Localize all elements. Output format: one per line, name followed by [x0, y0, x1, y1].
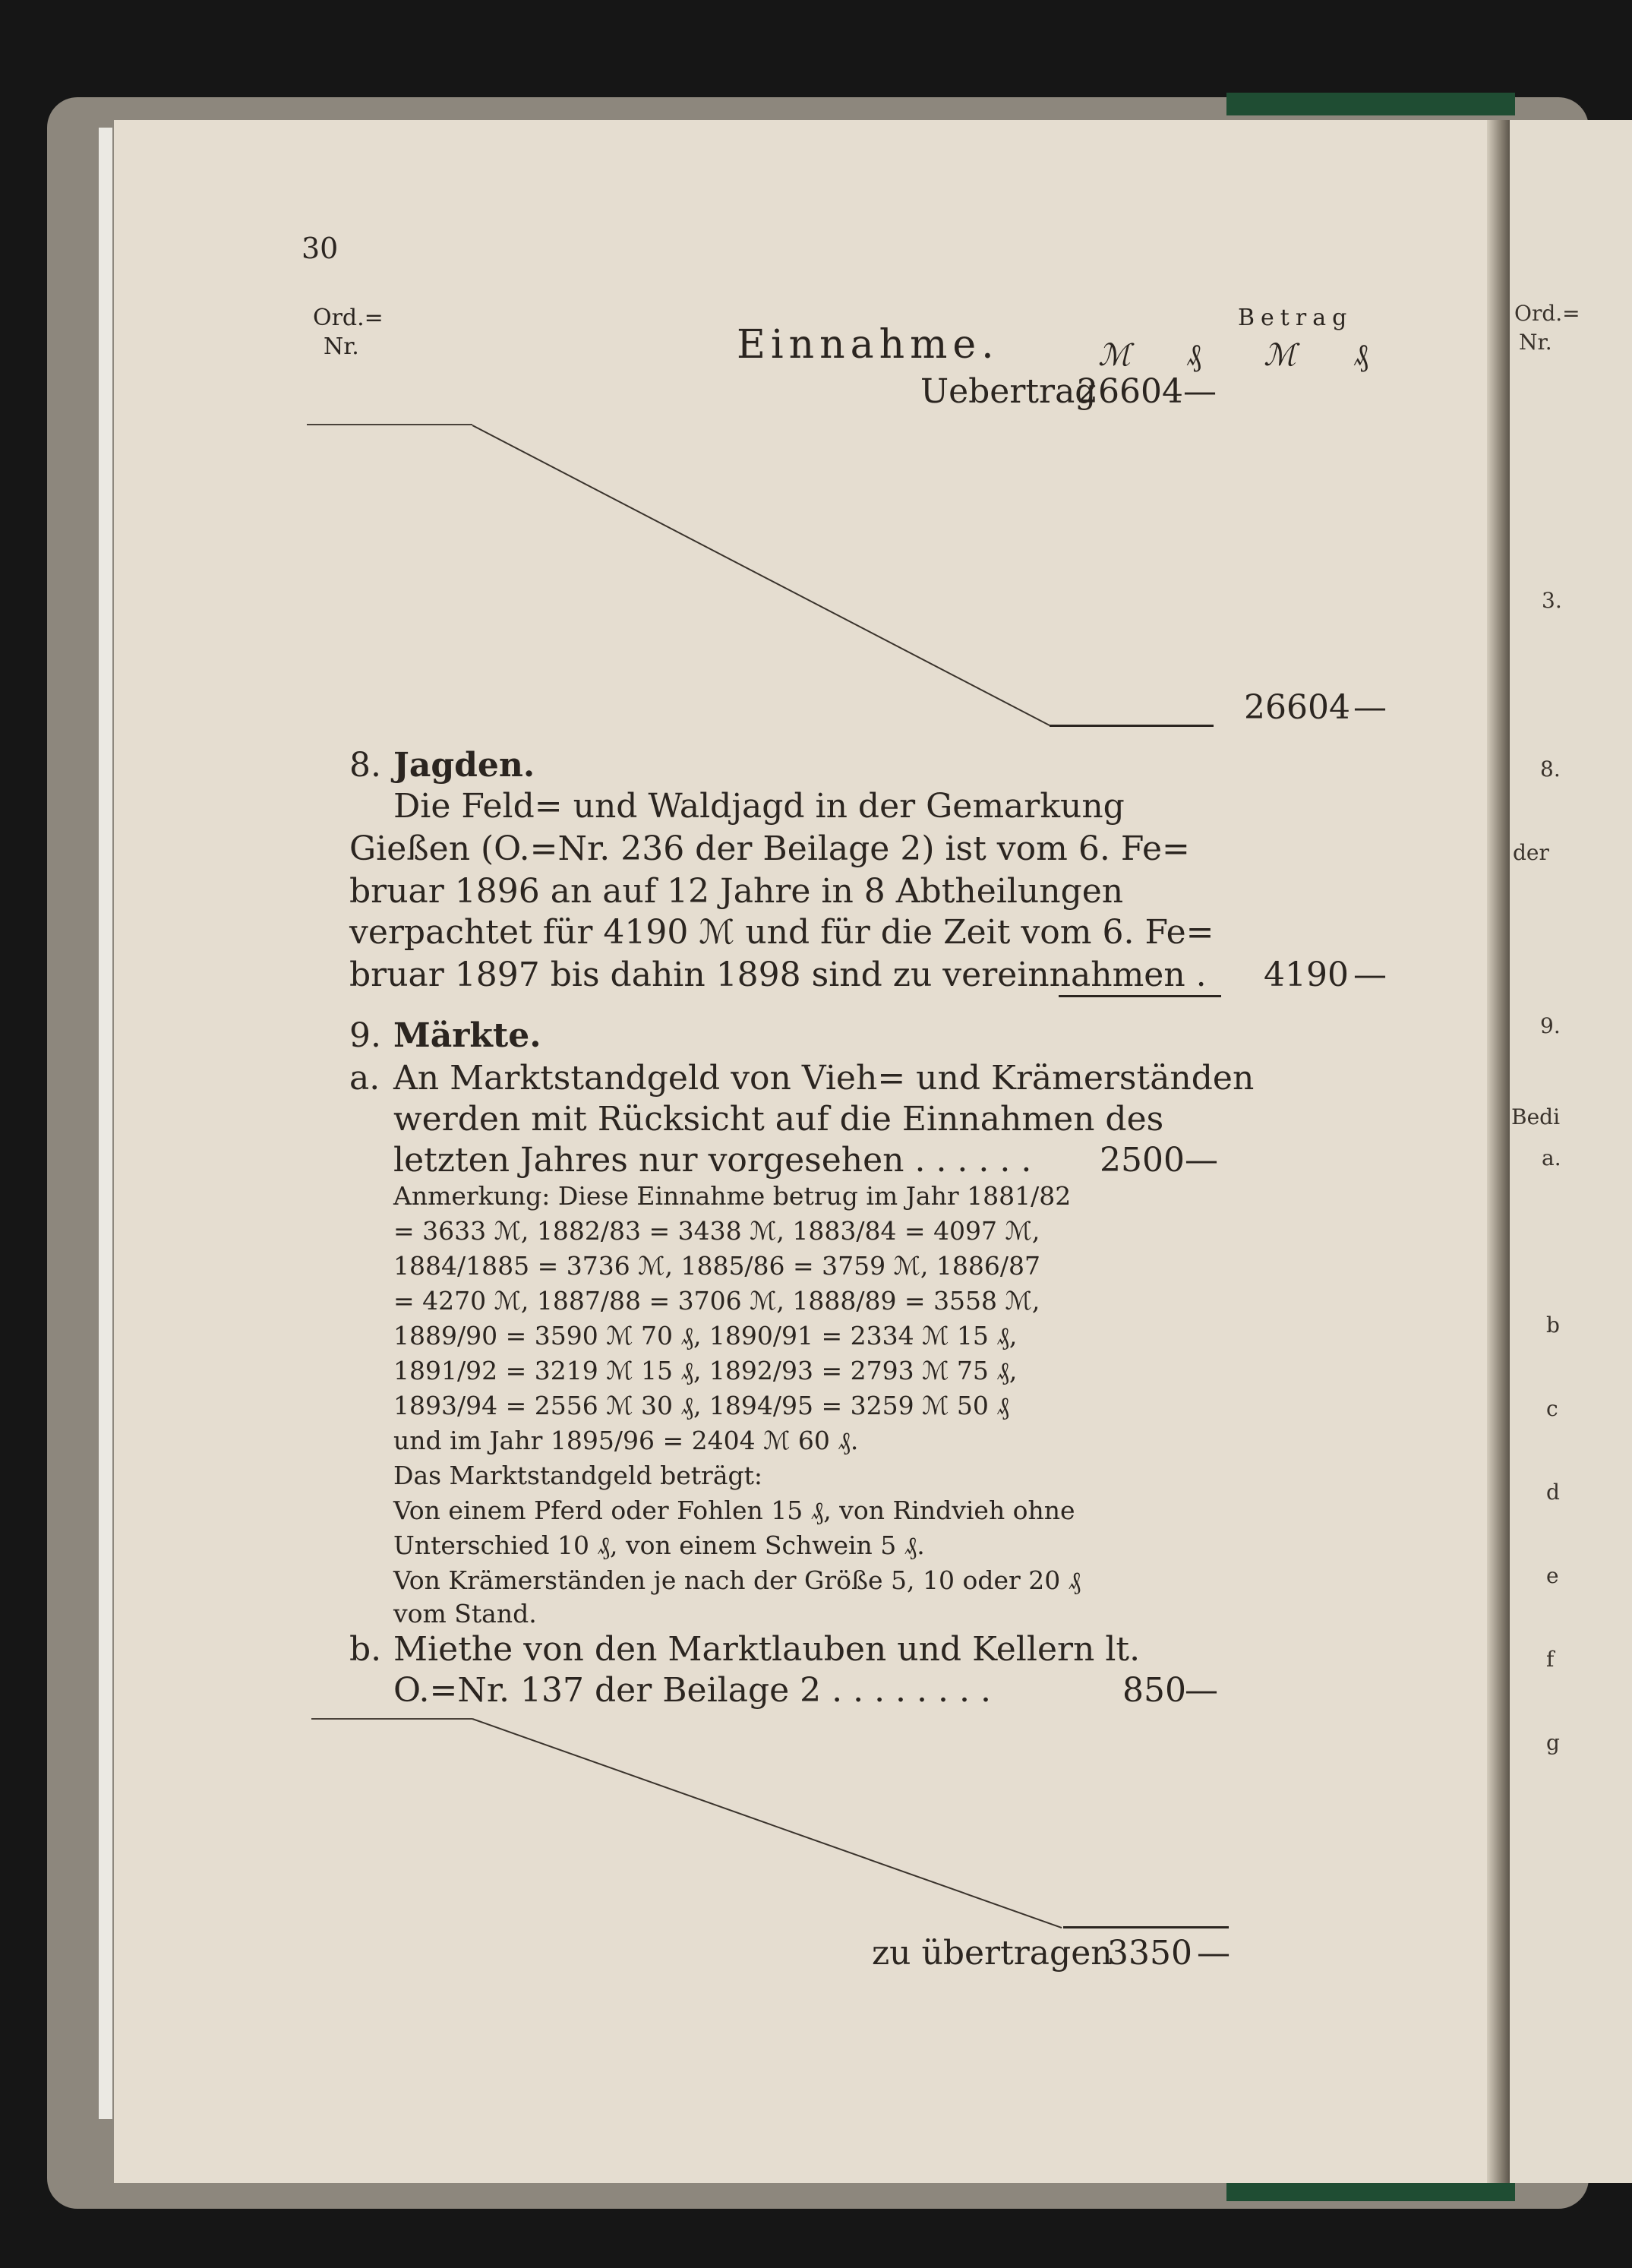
carry-out-label: zu übertragen: [872, 1934, 1113, 1973]
item-b-text-line: O.=Nr. 137 der Beilage 2 . . . . . . . .: [393, 1671, 991, 1710]
item-a-note-line: Unterschied 10 ₰, von einem Schwein 5 ₰.: [393, 1530, 925, 1560]
item-a-note-line: 1889/90 = 3590 ℳ 70 ₰, 1890/91 = 2334 ℳ 15 ₰,: [393, 1321, 1018, 1350]
section-8-dash: —: [1353, 956, 1387, 994]
section-8-number: 8.: [349, 746, 381, 785]
betrag-header: Betrag: [1238, 305, 1353, 331]
carry-out-amount: 3350: [1107, 1934, 1192, 1973]
carry-in-label: Uebertrag: [920, 372, 1097, 411]
section-9-number: 9.: [349, 1016, 381, 1055]
next-page-text: g: [1546, 1730, 1560, 1755]
cover-green-band-top: [1226, 93, 1515, 115]
section-8-text-line: bruar 1896 an auf 12 Jahre in 8 Abtheilungen: [349, 872, 1124, 911]
item-b-amount: 850: [1122, 1671, 1186, 1710]
next-page-text: Ord.=: [1514, 301, 1580, 326]
item-a-letter: a.: [349, 1059, 380, 1098]
item-a-text-line: werden mit Rücksicht auf die Einnahmen des: [393, 1100, 1164, 1139]
page-title: Einnahme.: [737, 322, 999, 368]
next-page-text: Nr.: [1519, 330, 1552, 355]
mark-column-header-2: ℳ: [1264, 338, 1296, 373]
pfennig-column-header-1: ₰: [1186, 338, 1201, 373]
next-page-text: f: [1546, 1647, 1555, 1672]
item-a-note-line: 1884/1885 = 3736 ℳ, 1885/86 = 3759 ℳ, 1886/87: [393, 1251, 1041, 1281]
ord-header-line1: Ord.=: [313, 305, 384, 331]
mark-column-header-1: ℳ: [1098, 338, 1131, 373]
item-a-note-line: = 4270 ℳ, 1887/88 = 3706 ℳ, 1888/89 = 3558 ℳ,: [393, 1286, 1040, 1316]
item-a-text-line: letzten Jahres nur vorgesehen . . . . . .: [393, 1141, 1032, 1180]
section-9-heading: Märkte.: [393, 1016, 541, 1055]
page-edge: [99, 128, 112, 2119]
next-page-text: c: [1546, 1396, 1558, 1421]
section-8-text-line: verpachtet für 4190 ℳ und für die Zeit vom 6. Fe=: [349, 913, 1214, 952]
item-a-note-line: = 3633 ℳ, 1882/83 = 3438 ℳ, 1883/84 = 4097 ℳ,: [393, 1216, 1040, 1246]
carry-in-amount: 26604: [1077, 372, 1183, 411]
next-page-text: 9.: [1540, 1013, 1561, 1038]
section-8-heading: Jagden.: [393, 746, 535, 785]
item-a-note-line: und im Jahr 1895/96 = 2404 ℳ 60 ₰.: [393, 1426, 859, 1455]
next-page-text: e: [1546, 1563, 1559, 1588]
subtotal-rule-1: [1050, 725, 1214, 727]
book-gutter: [1487, 120, 1510, 2183]
item-a-note-line: Von Krämerständen je nach der Größe 5, 10 oder 20 ₰: [393, 1565, 1081, 1595]
pfennig-column-header-2: ₰: [1353, 338, 1368, 373]
subtotal-rule-2: [1059, 995, 1221, 997]
next-page-fragment: [1510, 120, 1632, 2183]
next-page-text: b: [1546, 1312, 1560, 1338]
item-a-dash: —: [1185, 1141, 1218, 1180]
subtotal-1-dash: —: [1353, 688, 1387, 727]
left-rule-1: [307, 424, 472, 425]
next-page-text: Bedi: [1511, 1104, 1561, 1129]
next-page-text: d: [1546, 1480, 1560, 1505]
item-b-letter: b.: [349, 1630, 382, 1669]
item-a-note-line: 1891/92 = 3219 ℳ 15 ₰, 1892/93 = 2793 ℳ 75 ₰,: [393, 1356, 1018, 1385]
item-b-text-line: Miethe von den Marktlauben und Kellern lt.: [393, 1630, 1141, 1669]
section-8-amount: 4190: [1264, 956, 1349, 994]
next-page-text: der: [1513, 840, 1549, 865]
left-rule-2: [311, 1718, 472, 1720]
carry-in-dash: —: [1183, 372, 1217, 411]
item-a-text-line: An Marktstandgeld von Vieh= und Krämerständen: [393, 1059, 1255, 1098]
subtotal-1-amount: 26604: [1244, 688, 1350, 727]
section-8-text-line: Die Feld= und Waldjagd in der Gemarkung: [393, 787, 1125, 826]
section-8-text-line: Gießen (O.=Nr. 236 der Beilage 2) ist vom 6. Fe=: [349, 829, 1190, 868]
page-number: 30: [301, 232, 339, 265]
next-page-text: 3.: [1542, 588, 1562, 613]
item-a-note-line: vom Stand.: [393, 1599, 537, 1628]
item-a-note-line: Anmerkung: Diese Einnahme betrug im Jahr 1881/82: [393, 1181, 1072, 1211]
item-a-note-line: Von einem Pferd oder Fohlen 15 ₰, von Rindvieh ohne: [393, 1496, 1075, 1525]
item-a-note-line: Das Marktstandgeld beträgt:: [393, 1461, 762, 1490]
item-a-note-line: 1893/94 = 2556 ℳ 30 ₰, 1894/95 = 3259 ℳ 50 ₰: [393, 1391, 1009, 1420]
next-page-text: 8.: [1540, 757, 1561, 782]
ord-header-line2: Nr.: [324, 333, 359, 360]
item-b-dash: —: [1185, 1671, 1218, 1710]
item-a-amount: 2500: [1100, 1141, 1185, 1180]
next-page-text: a.: [1542, 1145, 1561, 1170]
section-8-text-line: bruar 1897 bis dahin 1898 sind zu vereinnahmen .: [349, 956, 1207, 994]
carry-out-dash: —: [1197, 1934, 1230, 1973]
total-rule: [1063, 1926, 1229, 1928]
